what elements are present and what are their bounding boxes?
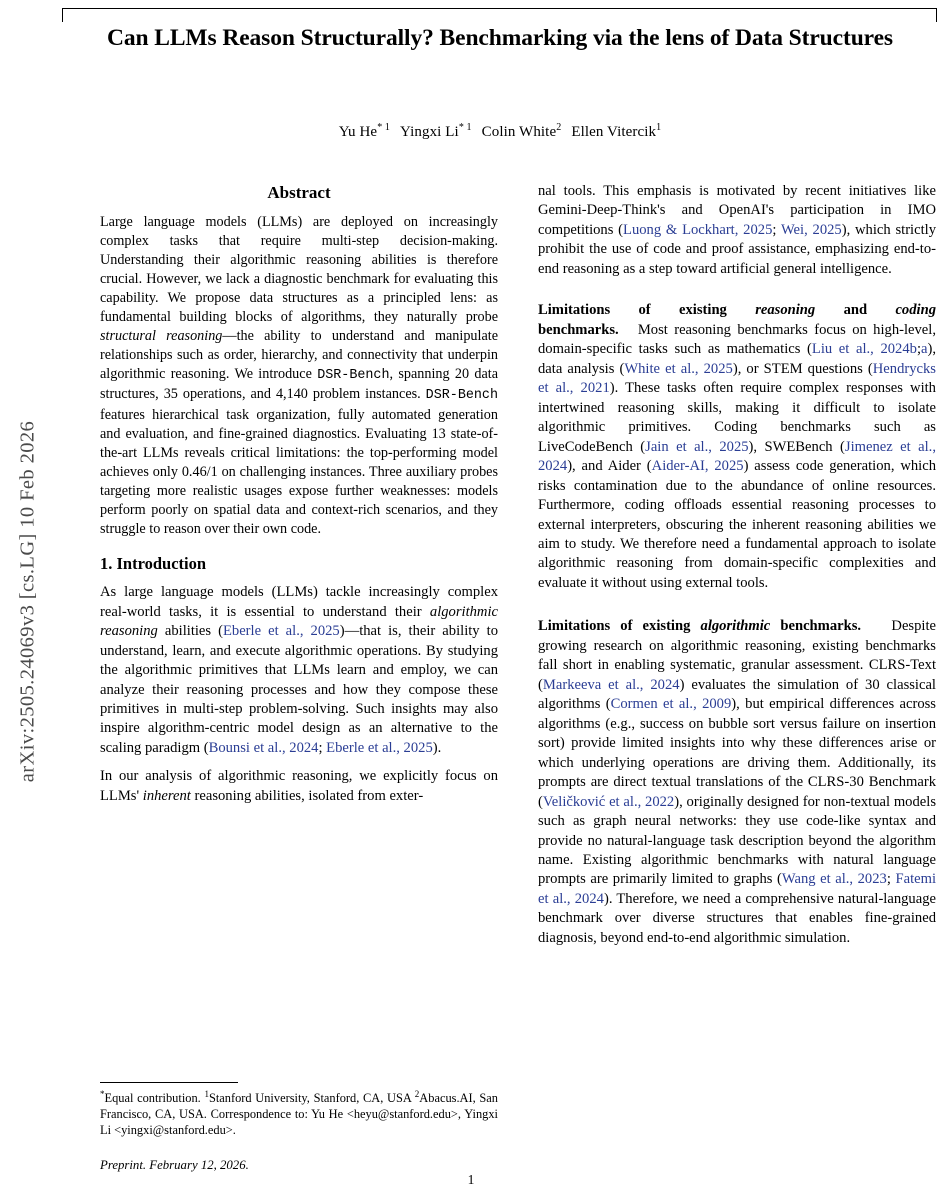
footnote-aff1-mark: 1: [204, 1089, 209, 1099]
header-rule-right-tick: [936, 8, 937, 22]
author-0: Yu He$^{* 1}$: [338, 122, 390, 140]
author-2: Colin White$^2$: [481, 122, 562, 140]
author-3: Ellen Vitercik$^1$: [571, 122, 662, 140]
section-heading-introduction: 1. Introduction: [100, 554, 207, 574]
footnote-affiliation-1: Stanford University, Stanford, CA, USA: [208, 1091, 412, 1106]
footnote-equal-contribution: Equal contribution.: [104, 1091, 205, 1106]
left-column: [100, 182, 498, 815]
author-list: [62, 122, 938, 141]
intro-paragraph-2-cont: nal tools. This emphasis is motivated by recent initiatives like Gemini-Deep-Think's and OpenAI's participation in IMO competitions (Luong & Lockhart, 2025; Wei, 2025), which strictly prohibit the use of code and proof assistance, emphasizing end-to-end reasoning as a step toward artificial general intelligence.: [538, 183, 936, 277]
right-column: [538, 182, 936, 957]
benchmark-name-2: DSR-Bench: [425, 388, 498, 404]
footnote-divider: [100, 1082, 238, 1083]
page-number: 1: [467, 1172, 475, 1187]
page-title: Can LLMs Reason Structurally? Benchmarking via the lens of Data Structures: [107, 25, 893, 51]
paragraph-limitations-reasoning-coding: Limitations of existing reasoning and coding benchmarks. Most reasoning benchmarks focus on high-level, domain-specific tasks such as mathematics (Liu et al., 2024b;a), data analysis (White et al., 2025), or STEM questions (Hendrycks et al., 2021). These tasks often require complex responses with intertwined reasoning skills, making it difficult to isolate algorithmic primitives. Coding benchmarks such as LiveCodeBench (Jain et al., 2025), SWEBench (Jimenez et al., 2024), and Aider (Aider-AI, 2025) assess code generation, which risks contamination due to the abundance of online resources. Furthermore, coding offloads essential reasoning processes to external interpreters, obscuring the inherent reasoning abilities we aim to study. We therefore need a fundamental approach to isolate algorithmic reasoning from domain-specific complexities and evaluate it without using external tools.: [538, 302, 937, 591]
footnote-aff2-mark: 2: [414, 1089, 420, 1099]
arxiv-stamp: arXiv:2505.24069v3 [cs.LG] 10 Feb 2026: [16, 420, 39, 783]
abstract-body: Large language models (LLMs) are deployed on increasingly complex tasks that require multi-step decision-making. Understanding their algorithmic reasoning abilities is therefore crucial. However, we lack a diagnostic benchmark for evaluating this capability. We propose data structures as a principled lens: as fundamental building blocks of algorithms, they naturally probe structural reasoning—the ability to understand and manipulate relationships such as order, hierarchy, and connectivity that underpin algorithmic reasoning. We introduce DSR-Bench, spanning 20 data structures, 35 operations, and 4,140 problem instances. DSR-Bench features hierarchical task organization, fully automated generation and evaluation, and fine-grained diagnostics. Evaluating 13 state-of-the-art LLMs reveals critical limitations: the top-performing model achieves only 0.46/1 on challenging instances. Three auxiliary probes targeting more realistic usages expose further weaknesses: models perform poorly on spatial data and context-rich scenarios, and they struggle to reason over their own code.: [100, 213, 499, 538]
footnote-affiliation-2: Abacus.AI, San Francisco, CA, USA. Correspondence to: Yu He <heyu@stanford.edu>, Yingxi Li <yingxi@stanford.edu>.: [100, 1091, 498, 1137]
intro-paragraph-1: As large language models (LLMs) tackle increasingly complex real-world tasks, it is essential to understand their algorithmic reasoning abilities (Eberle et al., 2025)—that is, their ability to understand, learn, and execute algorithmic operations. By studying the algorithmic primitives that LLMs learn and employ, we can analyze their reasoning processes and how they compose these primitives in multi-step problem-solving. Such insights may also inspire algorithm-centric model design as an alternative to the scaling paradigm (Bounsi et al., 2024; Eberle et al., 2025).: [100, 584, 498, 756]
para-head-limitations-reasoning-coding: Limitations of existing reasoning and coding benchmarks.: [538, 302, 936, 338]
abstract-heading: Abstract: [267, 183, 331, 202]
benchmark-name-1: DSR-Bench: [317, 368, 390, 384]
intro-paragraph-2: In our analysis of algorithmic reasoning, we explicitly focus on LLMs' inherent reasoning abilities, isolated from exter-: [100, 768, 498, 804]
footnotes: [100, 1089, 498, 1139]
preprint-note: Preprint. February 12, 2026.: [100, 1158, 249, 1172]
header-rule-left-tick: [62, 8, 63, 22]
para-head-limitations-algorithmic: Limitations of existing algorithmic benchmarks.: [538, 618, 862, 635]
abstract-italic-phrase: structural reasoning: [100, 328, 223, 345]
author-1: Yingxi Li$^{* 1}$: [400, 122, 472, 140]
header-rule: [62, 8, 937, 9]
paragraph-limitations-algorithmic: Limitations of existing algorithmic benchmarks. Despite growing research on algorithmic reasoning, existing benchmarks fall short in enabling systematic, granular assessment. CLRS-Text (Markeeva et al., 2024) evaluates the simulation of 30 classical algorithms (Cormen et al., 2009), but empirical differences across algorithms (e.g., success on bubble sort versus failure on insertion sort) provide limited insights into why these differences arise or which underlying operations are driving them. Additionally, its prompts are direct textual translations of the CLRS-30 Benchmark (Veličković et al., 2022), originally designed for non-textual models such as graph neural networks: they use code-like syntax and provide no natural-language task description beyond the algorithm name. Existing algorithmic benchmarks with natural language prompts are primarily limited to graphs (Wang et al., 2023; Fatemi et al., 2024). Therefore, we need a comprehensive natural-language benchmark over diverse structures that enables fine-grained diagnosis, beyond end-to-end algorithmic simulation.: [538, 618, 937, 946]
footnote-star-mark: *: [100, 1089, 105, 1099]
